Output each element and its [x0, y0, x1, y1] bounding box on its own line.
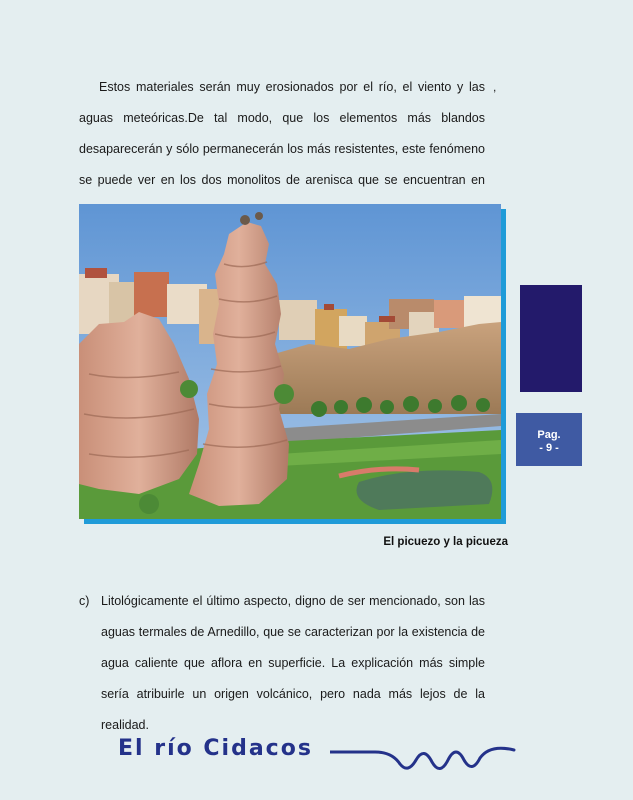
footer-title: El río Cidacos — [118, 736, 313, 761]
body-paragraph-1: Estos materiales serán muy erosionados por el río, el viento y las aguas meteóricas.De tal modo, que los elementos más blandos desaparecerán y sólo permanecerán los más resistentes, este fenómeno se puede ver en los dos monolitos de arenisca que se encuentran en — [79, 80, 485, 187]
page-label: Pag. — [537, 429, 561, 441]
photo-caption: El picuezo y la picueza — [383, 536, 508, 548]
list-item-text: Litológicamente el último aspecto, digno de ser mencionado, son las aguas termales de Arnedillo, que se caracterizan por la existencia de agua caliente que aflora en superficie. La explicación más simple sería atribuirle un origen volcánico, pero nada más lejos de la realidad. — [101, 594, 485, 732]
page-number-box — [516, 413, 582, 466]
side-decoration-block — [520, 285, 582, 392]
landscape-illustration — [79, 204, 501, 519]
stray-mark: , — [493, 80, 497, 94]
list-marker: c) — [79, 594, 90, 608]
footer-wave-icon — [330, 738, 520, 778]
photo-picuezo-picueza — [79, 204, 501, 519]
page-number: - 9 - — [539, 442, 559, 454]
